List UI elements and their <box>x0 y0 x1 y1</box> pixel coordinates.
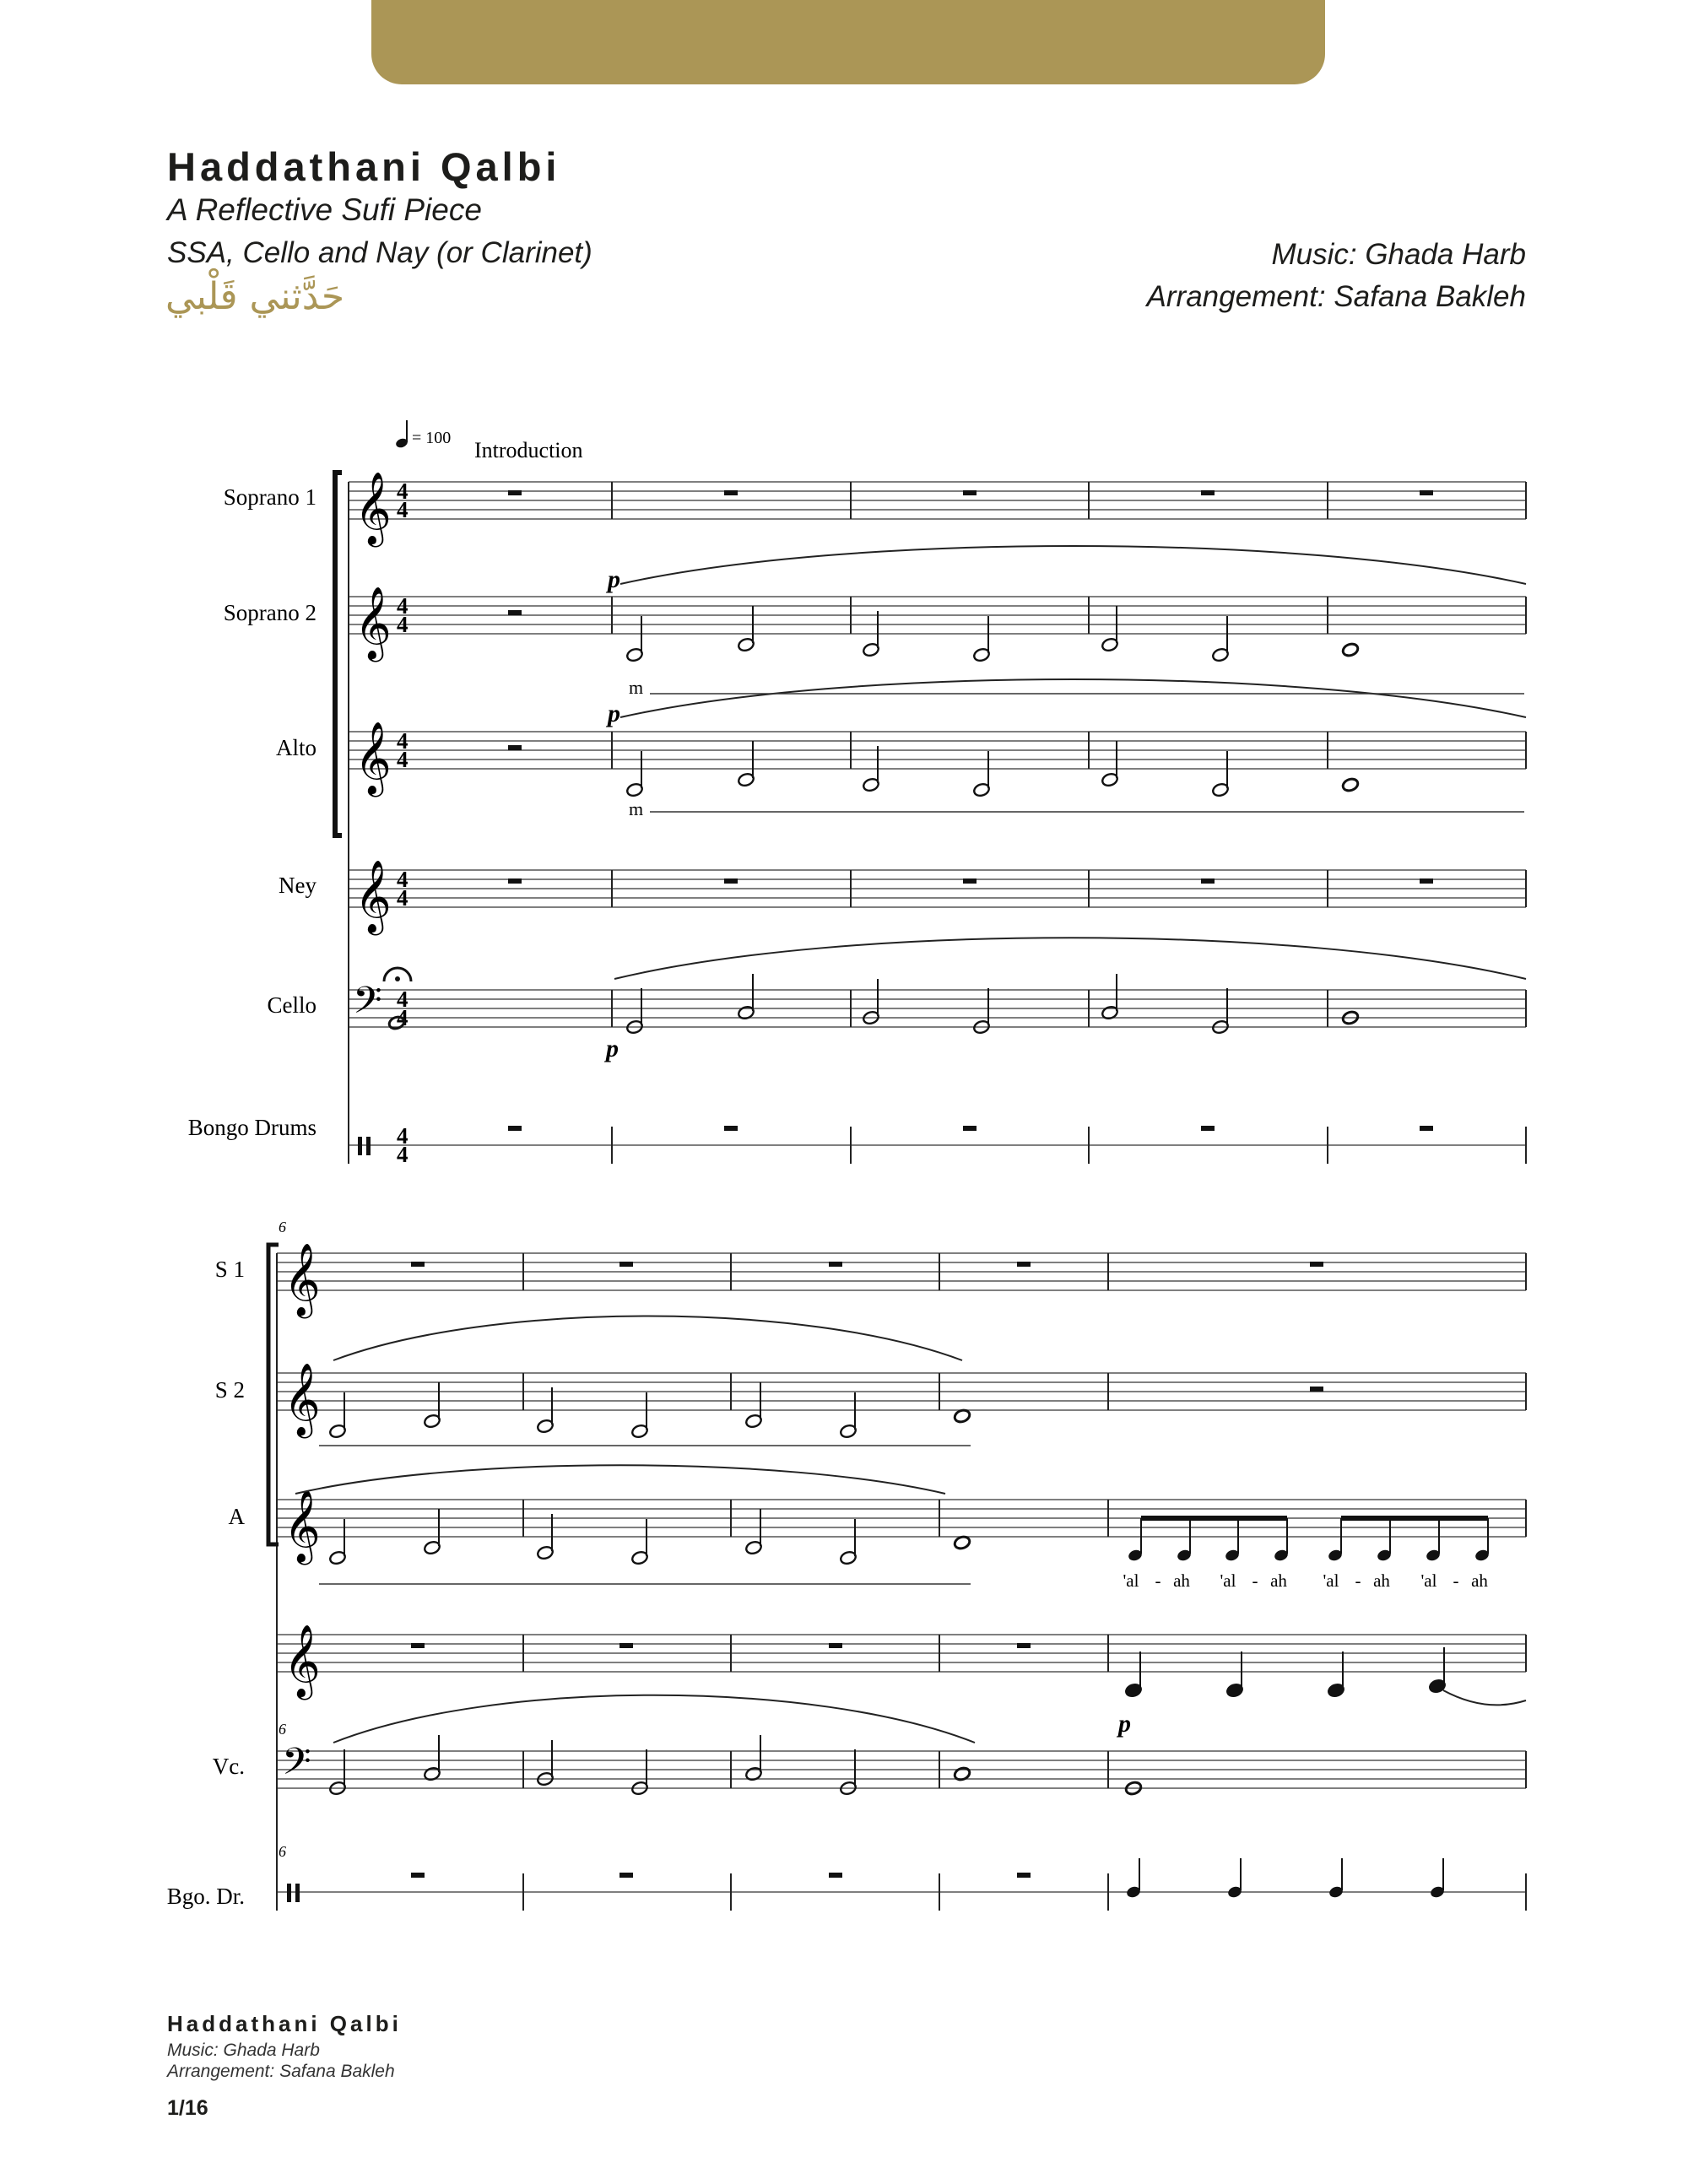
whole-rest <box>411 1262 425 1267</box>
lyric-syllable: ah <box>1373 1570 1390 1591</box>
half-rest <box>508 610 522 615</box>
footer-music-credit: Music: Ghada Harb <box>167 2041 320 2060</box>
whole-rest <box>963 878 977 884</box>
dynamic-marking: p <box>1118 1710 1131 1738</box>
instrument-name: Soprano 2 <box>223 600 316 625</box>
measure-number: 6 <box>279 1721 286 1738</box>
note <box>328 1519 346 1565</box>
instrument-name: Bongo Drums <box>187 1115 316 1140</box>
phrase-slur <box>614 938 1526 979</box>
whole-rest <box>1201 490 1215 495</box>
note <box>423 1509 441 1555</box>
note <box>630 1749 648 1796</box>
note <box>1211 751 1229 797</box>
note <box>1225 1652 1243 1698</box>
measure-number: 6 <box>279 1843 286 1860</box>
instrument-name: A <box>228 1504 245 1529</box>
treble-clef-icon: 𝄞 <box>284 1365 321 1435</box>
note <box>1341 777 1359 792</box>
music-credit: Music: Ghada Harb <box>1271 238 1526 271</box>
note <box>737 974 755 1020</box>
whole-rest <box>1201 878 1215 884</box>
percussion-clef-icon <box>287 1884 291 1902</box>
note <box>1101 974 1118 1020</box>
note <box>737 606 755 652</box>
half-rest <box>508 745 522 750</box>
hum-syllable: m <box>629 677 644 698</box>
fermata-icon <box>395 976 400 981</box>
lyric-syllable: ah <box>1270 1570 1287 1591</box>
time-signature-denominator: 4 <box>397 747 408 772</box>
lyric-syllable: 'al <box>1420 1570 1437 1591</box>
whole-rest <box>1420 490 1433 495</box>
whole-rest <box>724 1126 738 1131</box>
note <box>862 979 879 1025</box>
note <box>423 1382 441 1429</box>
whole-rest <box>619 1643 633 1648</box>
note <box>737 741 755 787</box>
half-rest <box>1310 1387 1323 1392</box>
whole-rest <box>1310 1262 1323 1267</box>
note <box>536 1740 554 1787</box>
time-signature-numerator: 4 <box>397 728 408 754</box>
dynamic-marking: p <box>608 565 620 593</box>
arabic-title: حَدَّثني قَلْبي <box>165 275 345 318</box>
treble-clef-icon: 𝄞 <box>354 474 392 543</box>
phrase-slur <box>620 546 1526 584</box>
instrument-name: Ney <box>279 873 316 898</box>
note <box>744 1509 762 1555</box>
whole-rest <box>411 1643 425 1648</box>
choir-bracket <box>335 473 342 835</box>
treble-clef-icon: 𝄞 <box>354 724 392 793</box>
whole-rest <box>1017 1873 1031 1878</box>
note <box>1428 1647 1446 1694</box>
note <box>1211 988 1229 1035</box>
time-signature-numerator: 4 <box>397 987 408 1012</box>
beam <box>1341 1516 1488 1521</box>
instrument-name: S 2 <box>214 1377 245 1403</box>
note <box>1327 1652 1344 1698</box>
note <box>423 1735 441 1781</box>
note <box>744 1735 762 1781</box>
note <box>328 1392 346 1439</box>
phrase-slur <box>333 1695 975 1743</box>
note <box>625 988 643 1035</box>
lyric-syllable: 'al <box>1323 1570 1339 1591</box>
note <box>1211 616 1229 662</box>
whole-rest <box>963 490 977 495</box>
measure-number: 6 <box>279 1219 286 1235</box>
whole-rest <box>1420 878 1433 884</box>
hum-syllable: m <box>629 798 644 819</box>
note <box>839 1749 857 1796</box>
note <box>630 1519 648 1565</box>
time-signature-numerator: 4 <box>397 478 408 504</box>
note <box>1101 741 1118 787</box>
time-signature-denominator: 4 <box>397 612 408 637</box>
time-signature-numerator: 4 <box>397 1123 408 1149</box>
instrument-name: Alto <box>275 735 316 760</box>
whole-rest <box>619 1873 633 1878</box>
note <box>972 988 990 1035</box>
note <box>625 616 643 662</box>
time-signature-denominator: 4 <box>397 1142 408 1167</box>
whole-rest <box>411 1873 425 1878</box>
note <box>839 1392 857 1439</box>
note <box>625 751 643 797</box>
whole-rest <box>1201 1126 1215 1131</box>
dynamic-marking: p <box>608 700 620 727</box>
time-signature-numerator: 4 <box>397 593 408 619</box>
note <box>328 1749 346 1796</box>
beam <box>1141 1516 1287 1521</box>
note <box>744 1382 762 1429</box>
lyric-syllable: - <box>1355 1570 1361 1591</box>
treble-clef-icon: 𝄞 <box>354 862 392 932</box>
whole-rest <box>508 1126 522 1131</box>
time-signature-denominator: 4 <box>397 885 408 911</box>
notehead <box>1341 777 1359 792</box>
whole-rest <box>963 1126 977 1131</box>
treble-clef-icon: 𝄞 <box>284 1492 321 1561</box>
whole-rest <box>1017 1262 1031 1267</box>
whole-rest <box>508 878 522 884</box>
whole-rest <box>829 1262 842 1267</box>
tempo-marking: = 100 <box>412 429 452 447</box>
whole-rest <box>1420 1126 1433 1131</box>
note <box>839 1519 857 1565</box>
whole-rest <box>829 1873 842 1878</box>
treble-clef-icon: 𝄞 <box>284 1627 321 1696</box>
instrument-name: Bgo. Dr. <box>166 1884 245 1909</box>
note <box>1101 606 1118 652</box>
lyric-syllable: - <box>1155 1570 1161 1591</box>
tie <box>1443 1690 1526 1705</box>
phrase-slur <box>333 1316 962 1361</box>
page-number: 1/16 <box>167 2096 208 2120</box>
note <box>1341 642 1359 657</box>
lyric-syllable: - <box>1453 1570 1459 1591</box>
lyric-syllable: - <box>1252 1570 1258 1591</box>
instrument-name: Cello <box>267 992 316 1018</box>
whole-rest <box>508 490 522 495</box>
lyric-syllable: ah <box>1471 1570 1488 1591</box>
lyric-syllable: 'al <box>1123 1570 1139 1591</box>
percussion-clef-icon <box>366 1137 371 1155</box>
phrase-slur <box>620 679 1526 717</box>
notehead <box>1341 642 1359 657</box>
bass-clef-icon: 𝄢 <box>353 980 382 1030</box>
note <box>630 1392 648 1439</box>
bass-clef-icon: 𝄢 <box>282 1741 311 1792</box>
arrangement-credit: Arrangement: Safana Bakleh <box>1146 280 1526 313</box>
footer-title: Haddathani Qalbi <box>167 2011 402 2036</box>
percussion-clef-icon <box>358 1137 362 1155</box>
treble-clef-icon: 𝄞 <box>284 1246 321 1315</box>
whole-rest <box>619 1262 633 1267</box>
time-signature-denominator: 4 <box>397 497 408 522</box>
footer-arrangement-credit: Arrangement: Safana Bakleh <box>167 2062 395 2081</box>
section-label: Introduction <box>474 438 583 462</box>
instrument-name: S 1 <box>214 1257 245 1282</box>
dynamic-marking: p <box>606 1035 619 1062</box>
note <box>972 616 990 662</box>
whole-rest <box>1017 1643 1031 1648</box>
piece-title: Haddathani Qalbi <box>167 144 561 189</box>
lyric-syllable: ah <box>1173 1570 1190 1591</box>
percussion-clef-icon <box>295 1884 300 1902</box>
time-signature-denominator: 4 <box>397 1005 408 1030</box>
whole-rest <box>724 490 738 495</box>
treble-clef-icon: 𝄞 <box>354 589 392 658</box>
piece-subtitle: A Reflective Sufi Piece <box>167 192 482 227</box>
whole-rest <box>829 1643 842 1648</box>
phrase-slur <box>295 1465 945 1494</box>
note <box>1124 1652 1142 1698</box>
scoring-line: SSA, Cello and Nay (or Clarinet) <box>167 236 592 269</box>
time-signature-numerator: 4 <box>397 867 408 892</box>
lyric-syllable: 'al <box>1220 1570 1236 1591</box>
note <box>972 751 990 797</box>
instrument-name: Vc. <box>212 1754 245 1779</box>
instrument-name: Soprano 1 <box>223 484 316 510</box>
whole-rest <box>724 878 738 884</box>
